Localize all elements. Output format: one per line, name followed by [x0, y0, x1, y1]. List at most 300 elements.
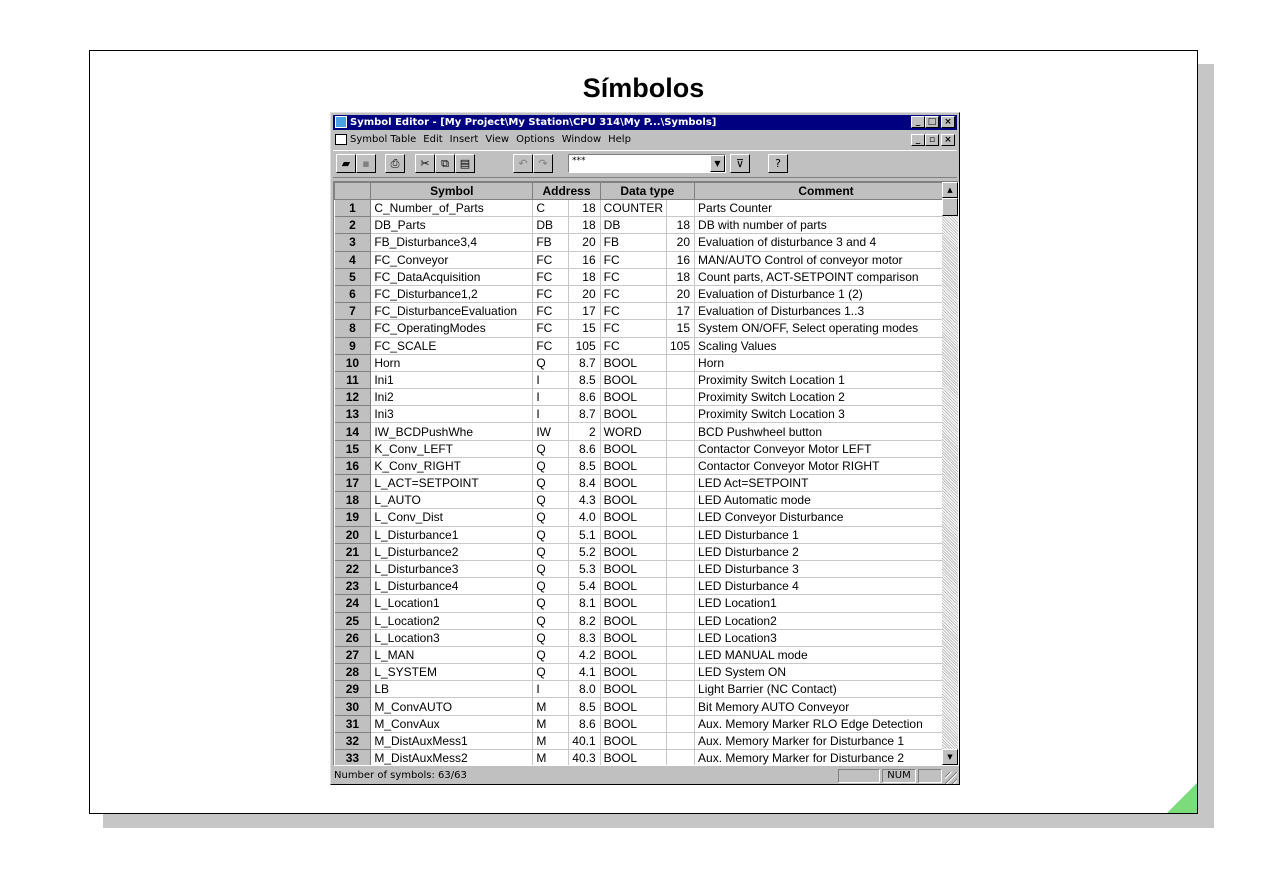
address-operand-cell[interactable]: Q — [533, 457, 569, 474]
row-number[interactable]: 2 — [335, 217, 371, 234]
data-type-cell[interactable]: BOOL — [600, 543, 666, 560]
row-number[interactable]: 10 — [335, 354, 371, 371]
close-button[interactable]: × — [941, 116, 955, 128]
data-type-number-cell[interactable]: 105 — [667, 337, 695, 354]
doc-restore-button[interactable]: ▫ — [925, 134, 939, 146]
data-type-cell[interactable]: BOOL — [600, 492, 666, 509]
symbol-cell[interactable]: FC_DataAcquisition — [371, 268, 533, 285]
comment-cell[interactable]: Proximity Switch Location 1 — [695, 371, 958, 388]
maximize-button[interactable]: □ — [925, 116, 939, 128]
symbol-cell[interactable]: K_Conv_LEFT — [371, 440, 533, 457]
symbol-cell[interactable]: Horn — [371, 354, 533, 371]
table-row[interactable] — [335, 217, 958, 234]
comment-cell[interactable]: LED Act=SETPOINT — [695, 475, 958, 492]
address-value-cell[interactable]: 20 — [569, 285, 600, 302]
data-type-cell[interactable]: BOOL — [600, 406, 666, 423]
comment-cell[interactable]: LED Location3 — [695, 629, 958, 646]
data-type-number-cell[interactable] — [667, 715, 695, 732]
redo-icon[interactable]: ↷ — [533, 154, 553, 173]
address-value-cell[interactable]: 2 — [569, 423, 600, 440]
table-row[interactable] — [335, 354, 958, 371]
address-operand-cell[interactable]: Q — [533, 646, 569, 663]
row-number[interactable]: 24 — [335, 595, 371, 612]
table-row[interactable] — [335, 457, 958, 474]
address-operand-cell[interactable]: Q — [533, 543, 569, 560]
data-type-number-cell[interactable] — [667, 475, 695, 492]
row-number[interactable]: 5 — [335, 268, 371, 285]
symbol-cell[interactable]: L_MAN — [371, 646, 533, 663]
comment-cell[interactable]: Scaling Values — [695, 337, 958, 354]
symbol-cell[interactable]: L_Location2 — [371, 612, 533, 629]
symbol-cell[interactable]: FC_Disturbance1,2 — [371, 285, 533, 302]
symbol-cell[interactable]: L_Location3 — [371, 629, 533, 646]
row-number[interactable]: 28 — [335, 664, 371, 681]
comment-cell[interactable]: BCD Pushwheel button — [695, 423, 958, 440]
address-value-cell[interactable]: 17 — [569, 303, 600, 320]
paste-icon[interactable]: ▤ — [455, 154, 475, 173]
symbol-cell[interactable]: K_Conv_RIGHT — [371, 457, 533, 474]
symbol-cell[interactable]: M_DistAuxMess1 — [371, 732, 533, 749]
row-number[interactable]: 31 — [335, 715, 371, 732]
row-number[interactable]: 8 — [335, 320, 371, 337]
symbol-cell[interactable]: L_SYSTEM — [371, 664, 533, 681]
data-type-cell[interactable]: DB — [600, 217, 666, 234]
undo-icon[interactable]: ↶ — [513, 154, 533, 173]
row-number[interactable]: 32 — [335, 732, 371, 749]
comment-cell[interactable]: LED Location2 — [695, 612, 958, 629]
data-type-cell[interactable]: BOOL — [600, 578, 666, 595]
table-row[interactable] — [335, 509, 958, 526]
symbol-cell[interactable]: M_ConvAux — [371, 715, 533, 732]
table-row[interactable] — [335, 681, 958, 698]
comment-cell[interactable]: DB with number of parts — [695, 217, 958, 234]
data-type-number-cell[interactable] — [667, 389, 695, 406]
data-type-cell[interactable]: BOOL — [600, 629, 666, 646]
comment-cell[interactable]: Parts Counter — [695, 200, 958, 217]
data-type-cell[interactable]: BOOL — [600, 371, 666, 388]
table-row[interactable] — [335, 440, 958, 457]
address-value-cell[interactable]: 16 — [569, 251, 600, 268]
address-operand-cell[interactable]: FC — [533, 285, 569, 302]
row-number[interactable]: 1 — [335, 200, 371, 217]
address-operand-cell[interactable]: I — [533, 389, 569, 406]
data-type-number-cell[interactable] — [667, 371, 695, 388]
comment-cell[interactable]: LED Disturbance 2 — [695, 543, 958, 560]
symbol-cell[interactable]: IW_BCDPushWhe — [371, 423, 533, 440]
address-value-cell[interactable]: 8.3 — [569, 629, 600, 646]
symbol-cell[interactable]: L_Disturbance4 — [371, 578, 533, 595]
vertical-scrollbar[interactable] — [942, 182, 958, 765]
data-type-cell[interactable]: FC — [600, 251, 666, 268]
symbol-cell[interactable]: Ini3 — [371, 406, 533, 423]
data-type-number-cell[interactable] — [667, 629, 695, 646]
data-type-cell[interactable]: BOOL — [600, 595, 666, 612]
address-value-cell[interactable]: 8.5 — [569, 457, 600, 474]
data-type-number-cell[interactable]: 17 — [667, 303, 695, 320]
data-type-number-cell[interactable] — [667, 750, 695, 767]
address-operand-cell[interactable]: Q — [533, 509, 569, 526]
table-row[interactable] — [335, 578, 958, 595]
table-row[interactable] — [335, 320, 958, 337]
menu-window[interactable]: Window — [561, 134, 602, 145]
address-operand-cell[interactable]: Q — [533, 526, 569, 543]
symbol-cell[interactable]: L_Location1 — [371, 595, 533, 612]
data-type-number-cell[interactable]: 15 — [667, 320, 695, 337]
symbol-cell[interactable]: Ini1 — [371, 371, 533, 388]
data-type-cell[interactable]: BOOL — [600, 354, 666, 371]
address-operand-cell[interactable]: C — [533, 200, 569, 217]
menu-view[interactable]: View — [485, 134, 510, 145]
address-operand-cell[interactable]: Q — [533, 354, 569, 371]
address-value-cell[interactable]: 5.4 — [569, 578, 600, 595]
row-number[interactable]: 29 — [335, 681, 371, 698]
address-operand-cell[interactable]: FC — [533, 251, 569, 268]
address-value-cell[interactable]: 8.0 — [569, 681, 600, 698]
comment-cell[interactable]: Evaluation of Disturbances 1..3 — [695, 303, 958, 320]
data-type-number-cell[interactable]: 20 — [667, 285, 695, 302]
table-row[interactable] — [335, 303, 958, 320]
comment-cell[interactable]: Aux. Memory Marker for Disturbance 1 — [695, 732, 958, 749]
address-value-cell[interactable]: 5.3 — [569, 560, 600, 577]
row-number[interactable]: 16 — [335, 457, 371, 474]
table-row[interactable] — [335, 646, 958, 663]
table-row[interactable] — [335, 234, 958, 251]
comment-cell[interactable]: Horn — [695, 354, 958, 371]
open-icon[interactable]: ▰ — [336, 154, 356, 173]
data-type-cell[interactable]: BOOL — [600, 715, 666, 732]
table-row[interactable] — [335, 200, 958, 217]
data-type-number-cell[interactable] — [667, 543, 695, 560]
comment-cell[interactable]: Proximity Switch Location 3 — [695, 406, 958, 423]
data-type-number-cell[interactable] — [667, 595, 695, 612]
row-header-corner[interactable] — [335, 183, 371, 200]
data-type-cell[interactable]: BOOL — [600, 732, 666, 749]
scroll-up-icon[interactable]: ▲ — [942, 182, 958, 198]
data-type-number-cell[interactable] — [667, 646, 695, 663]
data-type-number-cell[interactable] — [667, 200, 695, 217]
table-row[interactable] — [335, 664, 958, 681]
data-type-cell[interactable]: BOOL — [600, 560, 666, 577]
symbol-cell[interactable]: L_ACT=SETPOINT — [371, 475, 533, 492]
comment-cell[interactable]: Bit Memory AUTO Conveyor — [695, 698, 958, 715]
address-operand-cell[interactable]: FC — [533, 303, 569, 320]
row-number[interactable]: 15 — [335, 440, 371, 457]
address-value-cell[interactable]: 20 — [569, 234, 600, 251]
filter-icon[interactable]: ⊽ — [730, 154, 750, 173]
data-type-cell[interactable]: FB — [600, 234, 666, 251]
table-row[interactable] — [335, 492, 958, 509]
symbol-cell[interactable]: FC_OperatingModes — [371, 320, 533, 337]
cut-icon[interactable]: ✂ — [415, 154, 435, 173]
address-operand-cell[interactable]: M — [533, 750, 569, 767]
data-type-number-cell[interactable] — [667, 354, 695, 371]
symbol-cell[interactable]: M_ConvAUTO — [371, 698, 533, 715]
data-type-number-cell[interactable] — [667, 560, 695, 577]
data-type-cell[interactable]: BOOL — [600, 664, 666, 681]
address-value-cell[interactable]: 40.3 — [569, 750, 600, 767]
address-operand-cell[interactable]: Q — [533, 492, 569, 509]
table-row[interactable] — [335, 337, 958, 354]
data-type-number-cell[interactable] — [667, 423, 695, 440]
symbol-cell[interactable]: DB_Parts — [371, 217, 533, 234]
column-header-comment[interactable]: Comment — [695, 183, 958, 200]
data-type-number-cell[interactable] — [667, 698, 695, 715]
comment-cell[interactable]: LED Disturbance 4 — [695, 578, 958, 595]
row-number[interactable]: 3 — [335, 234, 371, 251]
data-type-number-cell[interactable] — [667, 492, 695, 509]
address-operand-cell[interactable]: Q — [533, 560, 569, 577]
row-number[interactable]: 4 — [335, 251, 371, 268]
symbol-cell[interactable]: L_Disturbance1 — [371, 526, 533, 543]
table-row[interactable] — [335, 543, 958, 560]
data-type-number-cell[interactable] — [667, 406, 695, 423]
row-number[interactable]: 19 — [335, 509, 371, 526]
symbol-cell[interactable]: C_Number_of_Parts — [371, 200, 533, 217]
table-row[interactable] — [335, 371, 958, 388]
comment-cell[interactable]: LED Disturbance 3 — [695, 560, 958, 577]
row-number[interactable]: 33 — [335, 750, 371, 767]
address-operand-cell[interactable]: I — [533, 371, 569, 388]
symbol-cell[interactable]: FC_SCALE — [371, 337, 533, 354]
comment-cell[interactable]: Contactor Conveyor Motor RIGHT — [695, 457, 958, 474]
data-type-number-cell[interactable] — [667, 578, 695, 595]
address-operand-cell[interactable]: Q — [533, 578, 569, 595]
table-row[interactable] — [335, 612, 958, 629]
data-type-cell[interactable]: BOOL — [600, 698, 666, 715]
data-type-number-cell[interactable] — [667, 509, 695, 526]
address-operand-cell[interactable]: Q — [533, 612, 569, 629]
comment-cell[interactable]: Evaluation of disturbance 3 and 4 — [695, 234, 958, 251]
row-number[interactable]: 25 — [335, 612, 371, 629]
save-icon[interactable]: ▪ — [356, 154, 376, 173]
comment-cell[interactable]: Light Barrier (NC Contact) — [695, 681, 958, 698]
row-number[interactable]: 12 — [335, 389, 371, 406]
symbol-cell[interactable]: L_Disturbance2 — [371, 543, 533, 560]
symbol-cell[interactable]: LB — [371, 681, 533, 698]
address-operand-cell[interactable]: DB — [533, 217, 569, 234]
address-operand-cell[interactable]: Q — [533, 664, 569, 681]
data-type-cell[interactable]: FC — [600, 337, 666, 354]
comment-cell[interactable]: Evaluation of Disturbance 1 (2) — [695, 285, 958, 302]
data-type-cell[interactable]: BOOL — [600, 681, 666, 698]
menu-edit[interactable]: Edit — [423, 134, 443, 145]
menu-symbol-table[interactable]: Symbol Table — [350, 134, 417, 145]
symbol-cell[interactable]: L_AUTO — [371, 492, 533, 509]
row-number[interactable]: 21 — [335, 543, 371, 560]
data-type-cell[interactable]: BOOL — [600, 457, 666, 474]
address-operand-cell[interactable]: Q — [533, 475, 569, 492]
data-type-cell[interactable]: FC — [600, 285, 666, 302]
row-number[interactable]: 11 — [335, 371, 371, 388]
row-number[interactable]: 22 — [335, 560, 371, 577]
doc-minimize-button[interactable]: _ — [911, 134, 925, 146]
row-number[interactable]: 18 — [335, 492, 371, 509]
address-operand-cell[interactable]: M — [533, 732, 569, 749]
data-type-number-cell[interactable]: 18 — [667, 268, 695, 285]
row-number[interactable]: 14 — [335, 423, 371, 440]
address-value-cell[interactable]: 105 — [569, 337, 600, 354]
menu-options[interactable]: Options — [516, 134, 555, 145]
address-value-cell[interactable]: 8.7 — [569, 354, 600, 371]
address-operand-cell[interactable]: FB — [533, 234, 569, 251]
data-type-cell[interactable]: BOOL — [600, 750, 666, 767]
row-number[interactable]: 27 — [335, 646, 371, 663]
row-number[interactable]: 6 — [335, 285, 371, 302]
copy-icon[interactable]: ⧉ — [435, 154, 455, 173]
comment-cell[interactable]: Aux. Memory Marker for Disturbance 2 — [695, 750, 958, 767]
symbol-cell[interactable]: L_Conv_Dist — [371, 509, 533, 526]
address-value-cell[interactable]: 8.4 — [569, 475, 600, 492]
data-type-number-cell[interactable] — [667, 440, 695, 457]
address-value-cell[interactable]: 15 — [569, 320, 600, 337]
data-type-cell[interactable]: COUNTER — [600, 200, 666, 217]
table-row[interactable] — [335, 698, 958, 715]
address-operand-cell[interactable]: Q — [533, 440, 569, 457]
table-row[interactable] — [335, 406, 958, 423]
comment-cell[interactable]: LED Conveyor Disturbance — [695, 509, 958, 526]
table-row[interactable] — [335, 560, 958, 577]
address-value-cell[interactable]: 4.2 — [569, 646, 600, 663]
address-value-cell[interactable]: 8.6 — [569, 715, 600, 732]
address-operand-cell[interactable]: M — [533, 715, 569, 732]
data-type-cell[interactable]: FC — [600, 303, 666, 320]
comment-cell[interactable]: LED Location1 — [695, 595, 958, 612]
table-row[interactable] — [335, 423, 958, 440]
address-operand-cell[interactable]: Q — [533, 629, 569, 646]
address-value-cell[interactable]: 18 — [569, 217, 600, 234]
comment-cell[interactable]: LED MANUAL mode — [695, 646, 958, 663]
chevron-down-icon[interactable]: ▼ — [710, 155, 725, 172]
row-number[interactable]: 26 — [335, 629, 371, 646]
data-type-cell[interactable]: BOOL — [600, 389, 666, 406]
print-icon[interactable]: ⎙ — [385, 154, 405, 173]
data-type-number-cell[interactable]: 16 — [667, 251, 695, 268]
row-number[interactable]: 9 — [335, 337, 371, 354]
address-operand-cell[interactable]: FC — [533, 268, 569, 285]
doc-close-button[interactable]: × — [941, 134, 955, 146]
column-header-data-type[interactable]: Data type — [600, 183, 694, 200]
table-row[interactable] — [335, 389, 958, 406]
table-row[interactable] — [335, 715, 958, 732]
table-row[interactable] — [335, 268, 958, 285]
address-operand-cell[interactable]: I — [533, 406, 569, 423]
symbol-cell[interactable]: FB_Disturbance3,4 — [371, 234, 533, 251]
comment-cell[interactable]: Proximity Switch Location 2 — [695, 389, 958, 406]
comment-cell[interactable]: MAN/AUTO Control of conveyor motor — [695, 251, 958, 268]
comment-cell[interactable]: Aux. Memory Marker RLO Edge Detection — [695, 715, 958, 732]
comment-cell[interactable]: LED Disturbance 1 — [695, 526, 958, 543]
menu-help[interactable]: Help — [608, 134, 631, 145]
row-number[interactable]: 20 — [335, 526, 371, 543]
address-value-cell[interactable]: 8.6 — [569, 440, 600, 457]
address-value-cell[interactable]: 40.1 — [569, 732, 600, 749]
scroll-thumb[interactable] — [942, 198, 958, 216]
window-titlebar[interactable] — [333, 115, 957, 130]
comment-cell[interactable]: System ON/OFF, Select operating modes — [695, 320, 958, 337]
data-type-cell[interactable]: BOOL — [600, 646, 666, 663]
address-value-cell[interactable]: 8.7 — [569, 406, 600, 423]
address-value-cell[interactable]: 8.5 — [569, 698, 600, 715]
symbol-cell[interactable]: FC_Conveyor — [371, 251, 533, 268]
address-value-cell[interactable]: 4.1 — [569, 664, 600, 681]
address-value-cell[interactable]: 4.3 — [569, 492, 600, 509]
data-type-number-cell[interactable] — [667, 664, 695, 681]
address-operand-cell[interactable]: M — [533, 698, 569, 715]
document-icon[interactable] — [335, 134, 347, 145]
table-row[interactable] — [335, 750, 958, 767]
table-row[interactable] — [335, 629, 958, 646]
data-type-cell[interactable]: BOOL — [600, 509, 666, 526]
comment-cell[interactable]: Contactor Conveyor Motor LEFT — [695, 440, 958, 457]
address-value-cell[interactable]: 4.0 — [569, 509, 600, 526]
symbol-cell[interactable]: Ini2 — [371, 389, 533, 406]
table-row[interactable] — [335, 475, 958, 492]
data-type-cell[interactable]: FC — [600, 268, 666, 285]
filter-combo[interactable] — [568, 154, 726, 173]
data-type-number-cell[interactable] — [667, 612, 695, 629]
address-value-cell[interactable]: 5.1 — [569, 526, 600, 543]
scroll-down-icon[interactable]: ▼ — [942, 749, 958, 765]
data-type-cell[interactable]: BOOL — [600, 612, 666, 629]
address-value-cell[interactable]: 5.2 — [569, 543, 600, 560]
symbol-cell[interactable]: L_Disturbance3 — [371, 560, 533, 577]
help-icon[interactable]: ? — [768, 154, 788, 173]
address-value-cell[interactable]: 8.2 — [569, 612, 600, 629]
address-value-cell[interactable]: 8.1 — [569, 595, 600, 612]
symbol-cell[interactable]: M_DistAuxMess2 — [371, 750, 533, 767]
table-row[interactable] — [335, 526, 958, 543]
row-number[interactable]: 13 — [335, 406, 371, 423]
address-operand-cell[interactable]: FC — [533, 320, 569, 337]
data-type-cell[interactable]: BOOL — [600, 526, 666, 543]
table-row[interactable] — [335, 251, 958, 268]
data-type-cell[interactable]: WORD — [600, 423, 666, 440]
address-value-cell[interactable]: 8.5 — [569, 371, 600, 388]
menu-insert[interactable]: Insert — [449, 134, 479, 145]
row-number[interactable]: 23 — [335, 578, 371, 595]
column-header-address[interactable]: Address — [533, 183, 600, 200]
data-type-number-cell[interactable] — [667, 457, 695, 474]
row-number[interactable]: 30 — [335, 698, 371, 715]
comment-cell[interactable]: LED Automatic mode — [695, 492, 958, 509]
comment-cell[interactable]: Count parts, ACT-SETPOINT comparison — [695, 268, 958, 285]
comment-cell[interactable]: LED System ON — [695, 664, 958, 681]
symbol-cell[interactable]: FC_DisturbanceEvaluation — [371, 303, 533, 320]
data-type-number-cell[interactable]: 20 — [667, 234, 695, 251]
table-row[interactable] — [335, 285, 958, 302]
resize-grip-icon[interactable] — [945, 772, 957, 784]
minimize-button[interactable]: _ — [911, 116, 925, 128]
data-type-number-cell[interactable]: 18 — [667, 217, 695, 234]
data-type-number-cell[interactable] — [667, 681, 695, 698]
table-row[interactable] — [335, 732, 958, 749]
column-header-symbol[interactable]: Symbol — [371, 183, 533, 200]
data-type-cell[interactable]: BOOL — [600, 475, 666, 492]
data-type-cell[interactable]: BOOL — [600, 440, 666, 457]
row-number[interactable]: 17 — [335, 475, 371, 492]
data-type-number-cell[interactable] — [667, 732, 695, 749]
address-value-cell[interactable]: 18 — [569, 268, 600, 285]
data-type-number-cell[interactable] — [667, 526, 695, 543]
address-value-cell[interactable]: 8.6 — [569, 389, 600, 406]
address-operand-cell[interactable]: I — [533, 681, 569, 698]
row-number[interactable]: 7 — [335, 303, 371, 320]
data-type-cell[interactable]: FC — [600, 320, 666, 337]
address-operand-cell[interactable]: FC — [533, 337, 569, 354]
table-row[interactable] — [335, 595, 958, 612]
address-operand-cell[interactable]: IW — [533, 423, 569, 440]
address-operand-cell[interactable]: Q — [533, 595, 569, 612]
